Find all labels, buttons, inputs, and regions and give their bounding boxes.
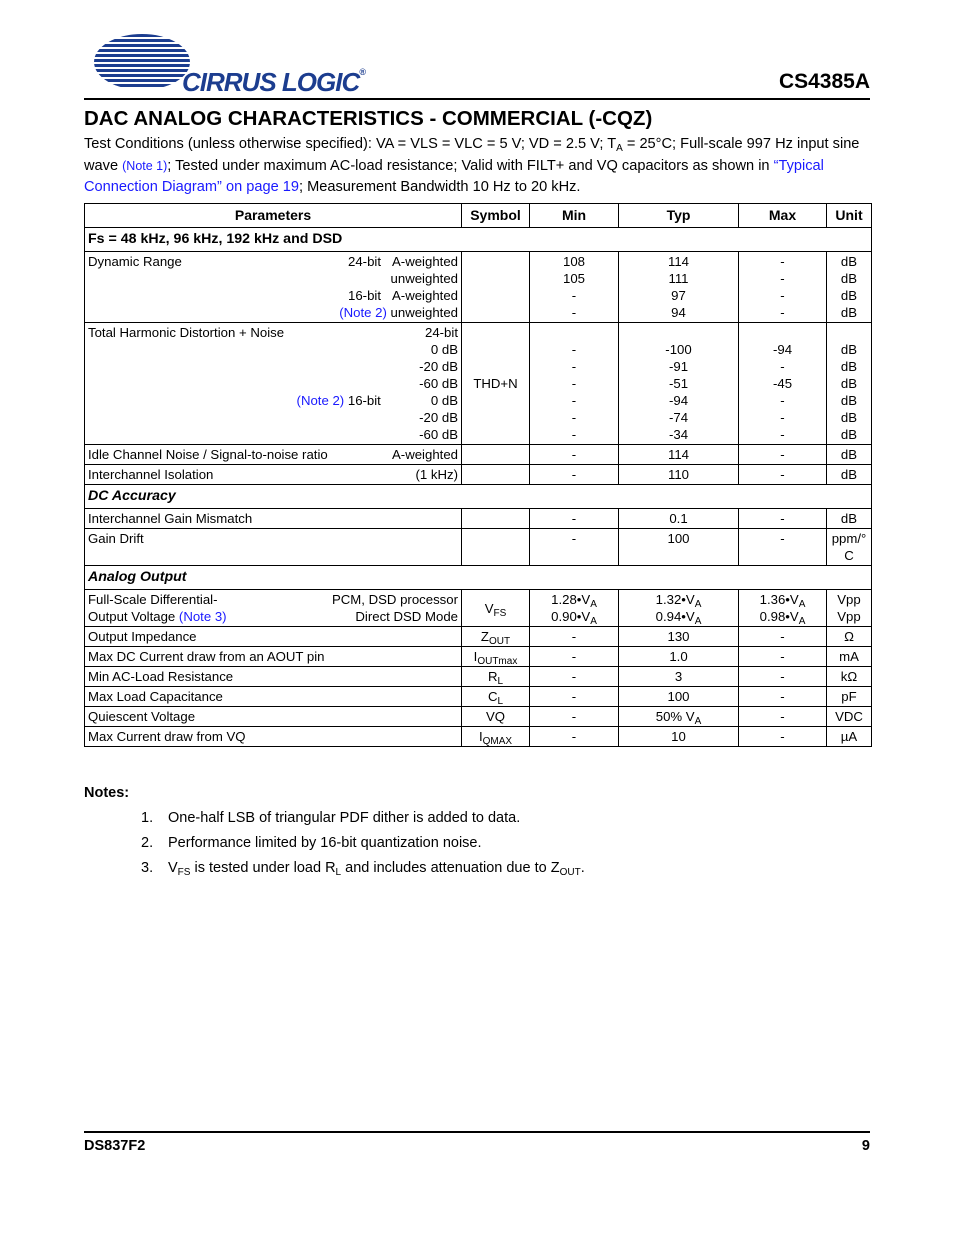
note-item-1: 1. One-half LSB of triangular PDF dither is added to data. [141,810,521,826]
col-min: Min [530,204,619,228]
note-2-link-thd[interactable]: (Note 2) [296,393,345,408]
table-row-iqmax: Max Current draw from VQ $I_{QMAX}$ - 10 - µA [85,727,872,747]
table-row-vq: Quiescent Voltage VQ - 50% $V_A$ - VDC [85,707,872,727]
table-row-idle-noise: Idle Channel Noise / Signal-to-noise ratio A-weighted - 114 - dB [85,445,872,465]
col-max: Max [739,204,827,228]
table-row-vfs: Full-Scale Differential- PCM, DSD processor Output Voltage (Note 3) Direct DSD Mode $V_{FS}$ $1.28•V_A$ $0.90•V_A$ $1.32•V_A$ $0.94•V_A$ $1.36•V_A$ $0.98•V_A$ Vpp Vpp [85,590,872,627]
page-number: 9 [861,1138,870,1154]
test-conditions: Test Conditions (unless otherwise specified): VA = VLS = VLC = 5 V; VD = 2.5 V; $T_A = 25^\circ C$; Full-scale 997 Hz input sine wave (Note 1); Tested under maximum AC-load resistance; Valid with FILT+ and VQ capacitors as shown in “Typical Connection Diagram” on page 19; Measurement Bandwidth 10 Hz to 20 kHz. [84,136,860,195]
col-symbol: Symbol [462,204,530,228]
table-row-zout: Output Impedance $Z_{OUT}$ - 130 - Ω [85,627,872,647]
note-item-2: 2. Performance limited by 16-bit quantization noise. [141,835,482,851]
page-title: DAC ANALOG CHARACTERISTICS - COMMERCIAL (-CQZ) [84,107,653,130]
section-row-fs: Fs = 48 kHz, 96 kHz, 192 kHz and DSD [85,228,872,252]
notes-section [84,785,585,881]
note-3-link[interactable]: (Note 3) [178,609,227,624]
note-item-3: 3. $V_{FS}$ is tested under load $R_L$ and includes attenuation due to $Z_{OUT}$. [141,860,585,878]
section-row-analog-output: Analog Output [85,566,872,590]
footer-rule [84,1131,870,1133]
table-row-gain-mismatch: Interchannel Gain Mismatch - 0.1 - dB [85,509,872,529]
note-1-link[interactable]: (Note 1) [122,158,168,173]
table-row-thd-n: Total Harmonic Distortion + Noise 24-bit 0 dB -20 dB -60 dB (Note 2) 16-bit 0 dB -20 dB -60 dB THD+N - - - - - - -100 -91 -51 -94 -74 -34 -94 - -45 - - - dB dB dB dB dB dB [85,323,872,445]
col-parameters: Parameters [85,204,462,228]
note-2-link[interactable]: (Note 2) [339,305,387,320]
table-header-row [85,204,872,228]
logo-wordmark: CIRRUS LOGIC® [182,67,365,97]
col-typ: Typ [619,204,739,228]
typical-connection-link[interactable]: “Typical Connection Diagram” on page 19 [84,157,824,195]
table-row-cl: Max Load Capacitance $C_L$ - 100 - pF [85,687,872,707]
notes-heading: Notes: [84,785,130,801]
table-row-isolation: Interchannel Isolation (1 kHz) - 110 - dB [85,465,872,485]
dac-analog-table [84,203,872,747]
logo-globe-icon [84,33,194,95]
table-row-rl: Min AC-Load Resistance $R_L$ - 3 - kΩ [85,667,872,687]
cirrus-logic-logo [84,33,365,97]
table-row-gain-drift: Gain Drift - 100 - ppm/° C [85,529,872,566]
section-row-dc-accuracy: DC Accuracy [85,485,872,509]
table-row-dynamic-range: Dynamic Range 24-bit A-weighted unweighted 16-bit A-weighted (Note 2) unweighted 108 105 - - 114 111 97 94 - - - - dB dB dB dB [85,252,872,323]
col-unit: Unit [827,204,872,228]
doc-id: DS837F2 [84,1138,146,1154]
part-number: CS4385A [778,70,870,93]
header-rule [84,98,870,100]
table-row-ioutmax: Max DC Current draw from an AOUT pin $I_{OUTmax}$ - 1.0 - mA [85,647,872,667]
